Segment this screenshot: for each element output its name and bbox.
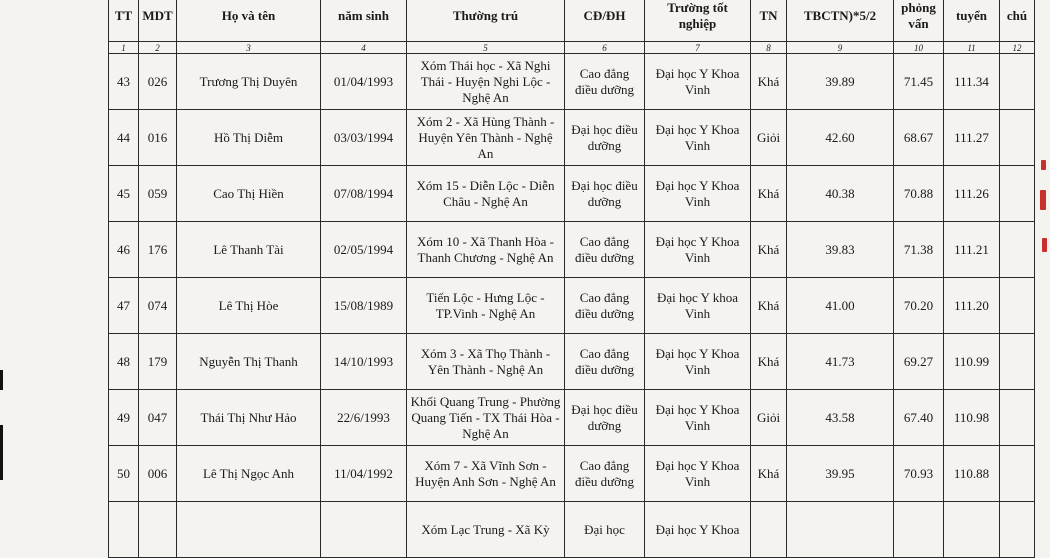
cell-level: Đại học: [565, 502, 645, 558]
cell-note: [1000, 110, 1035, 166]
cell-total: 110.99: [944, 334, 1000, 390]
cell-tt: 50: [109, 446, 139, 502]
cell-school: Đại học Y Khoa Vinh: [645, 446, 751, 502]
table-row: [109, 502, 1035, 558]
cell-grade: Khá: [751, 334, 787, 390]
header-grade: TN: [751, 0, 787, 42]
column-number: 9: [787, 42, 894, 54]
header-interview: phỏng vấn: [894, 0, 944, 42]
column-number: 4: [321, 42, 407, 54]
cell-tt: 45: [109, 166, 139, 222]
cell-note: [1000, 446, 1035, 502]
cell-score1: 39.83: [787, 222, 894, 278]
cell-tt: 46: [109, 222, 139, 278]
scan-edge-mark: [0, 370, 3, 390]
cell-score1: [787, 502, 894, 558]
header-row: [109, 0, 1035, 42]
header-score1: TBCTN)*5/2: [787, 0, 894, 42]
cell-address: Xóm Thái học - Xã Nghi Thái - Huyện Nghi Lộc - Nghệ An: [407, 54, 565, 110]
header-tt: TT: [109, 0, 139, 42]
table-row: [109, 446, 1035, 502]
cell-school: Đại học Y Khoa Vinh: [645, 110, 751, 166]
cell-interview: 71.38: [894, 222, 944, 278]
table-row: [109, 54, 1035, 110]
cell-tt: 44: [109, 110, 139, 166]
cell-address: Xóm 15 - Diễn Lộc - Diễn Châu - Nghệ An: [407, 166, 565, 222]
cell-interview: 68.67: [894, 110, 944, 166]
cell-school: Đại học Y khoa Vinh: [645, 278, 751, 334]
column-number-row: [109, 42, 1035, 54]
cell-total: 110.88: [944, 446, 1000, 502]
cell-tt: 47: [109, 278, 139, 334]
cell-interview: 69.27: [894, 334, 944, 390]
cell-dob: 02/05/1994: [321, 222, 407, 278]
cell-school: Đại học Y Khoa Vinh: [645, 54, 751, 110]
cell-dob: 01/04/1993: [321, 54, 407, 110]
column-number: 7: [645, 42, 751, 54]
candidate-results-table: [108, 0, 1035, 558]
cell-dob: 11/04/1992: [321, 446, 407, 502]
cell-grade: Khá: [751, 278, 787, 334]
cell-interview: 70.93: [894, 446, 944, 502]
cell-mdt: [139, 502, 177, 558]
cell-note: [1000, 334, 1035, 390]
header-name: Họ và tên: [177, 0, 321, 42]
cell-address: Tiến Lộc - Hưng Lộc - TP.Vinh - Nghệ An: [407, 278, 565, 334]
header-total: tuyển: [944, 0, 1000, 42]
cell-interview: 71.45: [894, 54, 944, 110]
cell-address: Xóm 7 - Xã Vĩnh Sơn - Huyện Anh Sơn - Nghệ An: [407, 446, 565, 502]
cell-note: [1000, 502, 1035, 558]
column-number: 3: [177, 42, 321, 54]
cell-address: Xóm 3 - Xã Thọ Thành - Yên Thành - Nghệ An: [407, 334, 565, 390]
header-mdt: MDT: [139, 0, 177, 42]
cell-mdt: 026: [139, 54, 177, 110]
cell-name: Lê Thị Ngọc Anh: [177, 446, 321, 502]
cell-level: Đại học điều dưỡng: [565, 110, 645, 166]
cell-note: [1000, 166, 1035, 222]
cell-score1: 42.60: [787, 110, 894, 166]
column-number: 1: [109, 42, 139, 54]
cell-level: Cao đẳng điều dưỡng: [565, 222, 645, 278]
cell-grade: Giỏi: [751, 390, 787, 446]
cell-note: [1000, 390, 1035, 446]
cell-level: Cao đẳng điều dưỡng: [565, 446, 645, 502]
cell-level: Cao đẳng điều dưỡng: [565, 278, 645, 334]
cell-tt: 48: [109, 334, 139, 390]
table-row: [109, 110, 1035, 166]
cell-total: 111.26: [944, 166, 1000, 222]
cell-name: Lê Thanh Tài: [177, 222, 321, 278]
table-row: [109, 278, 1035, 334]
cell-score1: 40.38: [787, 166, 894, 222]
column-number: 8: [751, 42, 787, 54]
cell-total: 111.20: [944, 278, 1000, 334]
cell-mdt: 074: [139, 278, 177, 334]
red-stamp-mark: [1041, 160, 1046, 170]
cell-name: [177, 502, 321, 558]
cell-school: Đại học Y Khoa: [645, 502, 751, 558]
cell-name: Lê Thị Hòe: [177, 278, 321, 334]
cell-level: Đại học điều dưỡng: [565, 390, 645, 446]
cell-dob: 22/6/1993: [321, 390, 407, 446]
cell-dob: 15/08/1989: [321, 278, 407, 334]
table-row: [109, 166, 1035, 222]
cell-score1: 41.73: [787, 334, 894, 390]
column-number: 2: [139, 42, 177, 54]
cell-level: Cao đẳng điều dưỡng: [565, 334, 645, 390]
cell-interview: [894, 502, 944, 558]
cell-address: Xóm Lạc Trung - Xã Kỳ: [407, 502, 565, 558]
cell-level: Đại học điều dưỡng: [565, 166, 645, 222]
table-row: [109, 222, 1035, 278]
cell-mdt: 016: [139, 110, 177, 166]
cell-grade: Khá: [751, 54, 787, 110]
cell-mdt: 047: [139, 390, 177, 446]
column-number: 12: [1000, 42, 1035, 54]
cell-note: [1000, 222, 1035, 278]
header-school: Trường tốt nghiệp: [645, 0, 751, 42]
cell-score1: 41.00: [787, 278, 894, 334]
cell-school: Đại học Y Khoa Vinh: [645, 166, 751, 222]
column-number: 6: [565, 42, 645, 54]
cell-tt: 49: [109, 390, 139, 446]
cell-note: [1000, 54, 1035, 110]
cell-grade: Giỏi: [751, 110, 787, 166]
cell-interview: 70.20: [894, 278, 944, 334]
cell-score1: 43.58: [787, 390, 894, 446]
scan-edge-mark: [0, 425, 3, 480]
header-address: Thường trú: [407, 0, 565, 42]
header-note: chú: [1000, 0, 1035, 42]
column-number: 5: [407, 42, 565, 54]
cell-school: Đại học Y Khoa Vinh: [645, 334, 751, 390]
cell-tt: [109, 502, 139, 558]
column-number: 11: [944, 42, 1000, 54]
cell-school: Đại học Y Khoa Vinh: [645, 222, 751, 278]
cell-grade: [751, 502, 787, 558]
cell-dob: [321, 502, 407, 558]
cell-address: Xóm 2 - Xã Hùng Thành - Huyện Yên Thành - Nghệ An: [407, 110, 565, 166]
column-number: 10: [894, 42, 944, 54]
cell-dob: 03/03/1994: [321, 110, 407, 166]
cell-name: Cao Thị Hiền: [177, 166, 321, 222]
cell-note: [1000, 278, 1035, 334]
cell-name: Thái Thị Như Hảo: [177, 390, 321, 446]
red-stamp-mark: [1040, 190, 1046, 210]
red-stamp-mark: [1042, 238, 1047, 252]
cell-level: Cao đẳng điều dưỡng: [565, 54, 645, 110]
cell-name: Hồ Thị Diễm: [177, 110, 321, 166]
cell-name: Nguyễn Thị Thanh: [177, 334, 321, 390]
cell-mdt: 059: [139, 166, 177, 222]
cell-grade: Khá: [751, 222, 787, 278]
cell-total: 111.34: [944, 54, 1000, 110]
cell-grade: Khá: [751, 446, 787, 502]
cell-dob: 14/10/1993: [321, 334, 407, 390]
cell-total: 111.21: [944, 222, 1000, 278]
cell-interview: 70.88: [894, 166, 944, 222]
table-row: [109, 390, 1035, 446]
cell-total: 110.98: [944, 390, 1000, 446]
cell-total: 111.27: [944, 110, 1000, 166]
cell-name: Trương Thị Duyên: [177, 54, 321, 110]
header-dob: năm sinh: [321, 0, 407, 42]
header-level: CĐ/ĐH: [565, 0, 645, 42]
cell-score1: 39.89: [787, 54, 894, 110]
cell-score1: 39.95: [787, 446, 894, 502]
cell-mdt: 179: [139, 334, 177, 390]
cell-total: [944, 502, 1000, 558]
cell-dob: 07/08/1994: [321, 166, 407, 222]
cell-tt: 43: [109, 54, 139, 110]
cell-school: Đại học Y Khoa Vinh: [645, 390, 751, 446]
cell-address: Xóm 10 - Xã Thanh Hòa - Thanh Chương - Nghệ An: [407, 222, 565, 278]
cell-grade: Khá: [751, 166, 787, 222]
cell-address: Khối Quang Trung - Phường Quang Tiến - TX Thái Hòa - Nghệ An: [407, 390, 565, 446]
cell-mdt: 006: [139, 446, 177, 502]
cell-mdt: 176: [139, 222, 177, 278]
table-row: [109, 334, 1035, 390]
cell-interview: 67.40: [894, 390, 944, 446]
